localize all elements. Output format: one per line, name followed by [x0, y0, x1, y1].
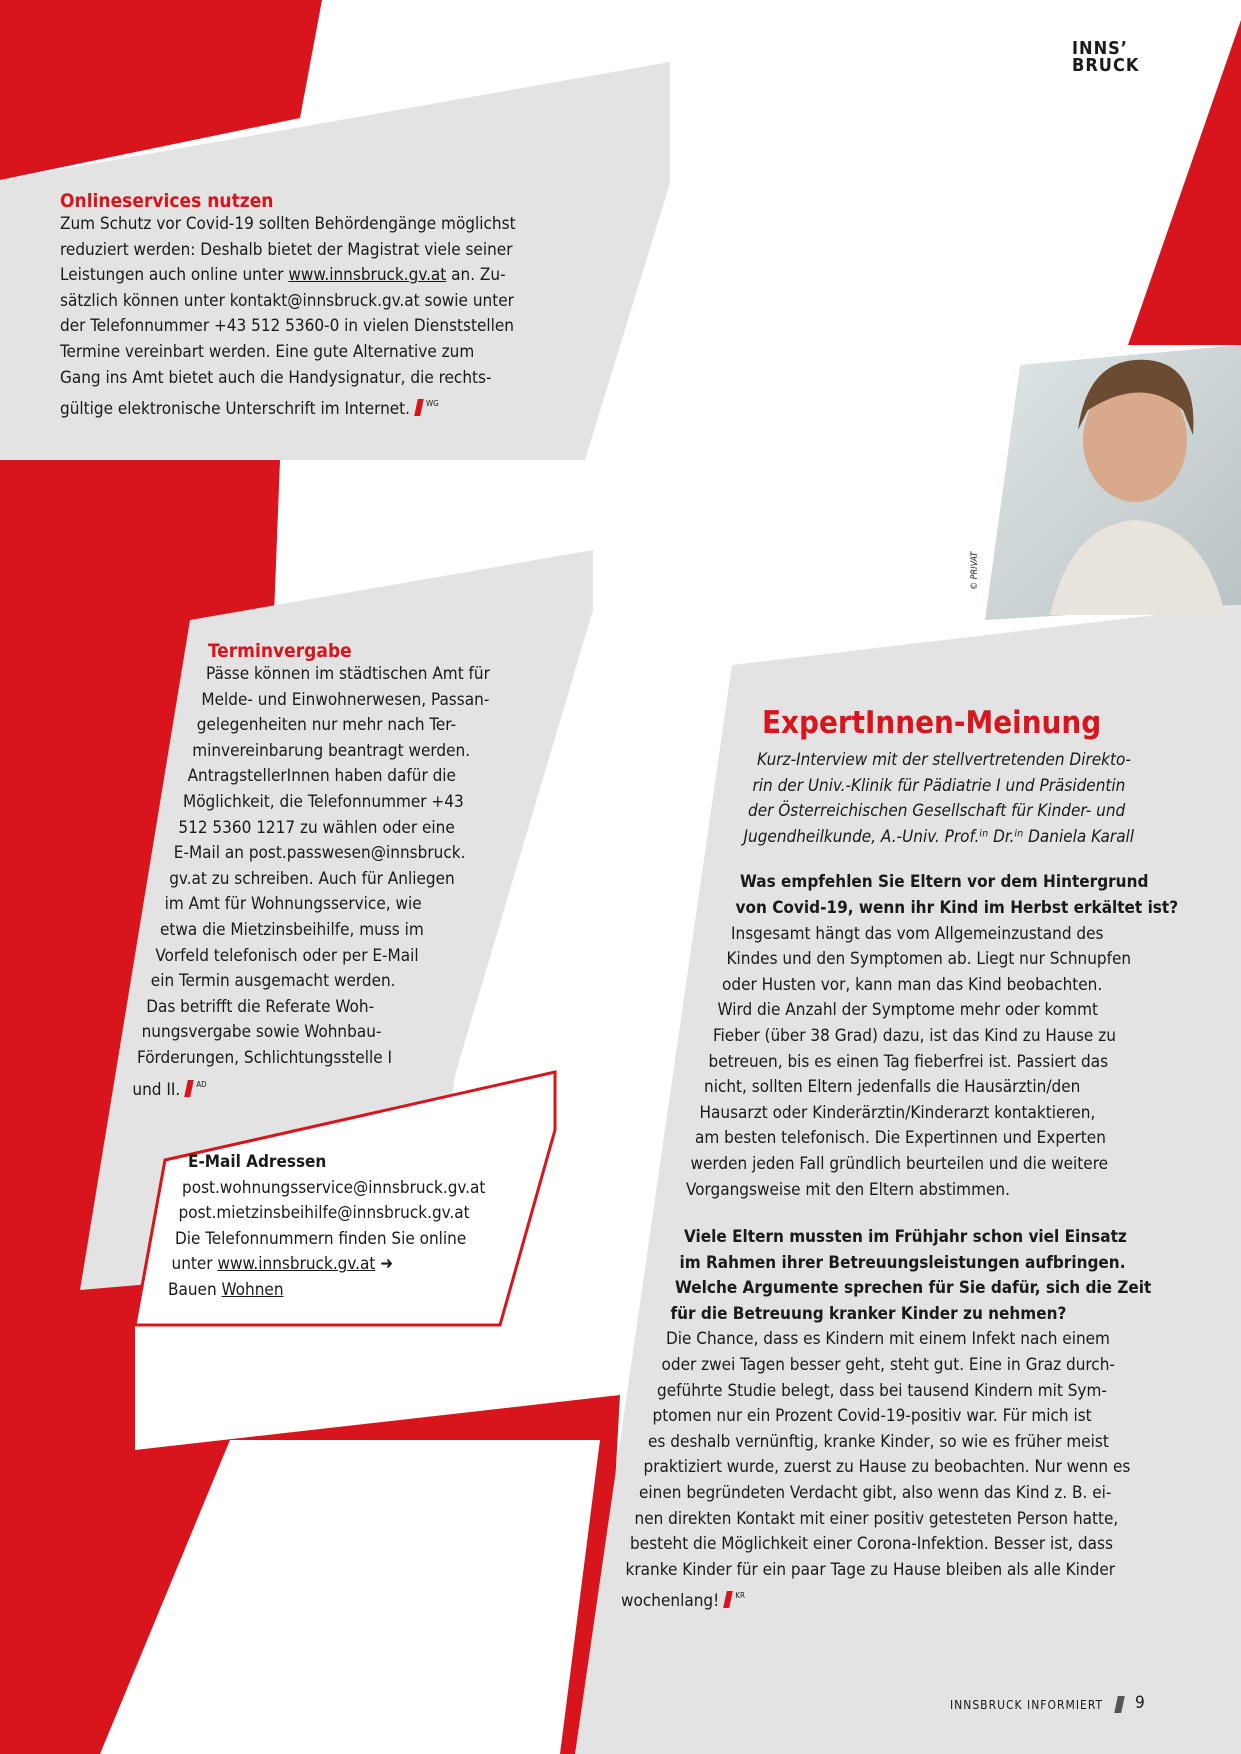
text-line [188, 764, 480, 790]
text-segment: post.wohnungsservice@innsbruck.gv.at [182, 1177, 486, 1198]
text-line [60, 366, 516, 392]
text-line [657, 1379, 1147, 1405]
logo-line-1: INNS’ [1072, 38, 1128, 59]
text-line [709, 1050, 1199, 1076]
text-line [60, 263, 516, 289]
footer-label: INNSBRUCK INFORMIERT [950, 1698, 1104, 1712]
text-segment: Gang ins Amt bietet auch die Handysignatur, die rechts- [60, 367, 492, 388]
text-segment: minvereinbarung beantragt werden. [192, 740, 471, 761]
text-line [142, 1020, 434, 1046]
portrait-photo [985, 345, 1241, 620]
text-line [169, 867, 461, 893]
text-segment: Wird die Anzahl der Symptome mehr oder kommt [717, 1000, 1098, 1021]
text-line [626, 1558, 1116, 1584]
text-line [146, 995, 438, 1021]
text-line [192, 739, 484, 765]
logo-line-2: BRUCK [1072, 55, 1140, 76]
text-line [175, 1227, 478, 1253]
text-segment: Die Chance, dass es Kindern mit einem Infekt nach einem [666, 1329, 1110, 1350]
text-line [757, 748, 1241, 774]
author-initials: WG [426, 399, 439, 409]
text-line [621, 1583, 1111, 1615]
text-segment: und II. [132, 1079, 181, 1100]
text-line [727, 947, 1217, 973]
text-line [731, 922, 1221, 948]
text-segment: Vorgangsweise mit den Eltern abstimmen. [686, 1179, 1010, 1200]
text-segment: etwa die Mietzinsbeihilfe, muss im [160, 919, 424, 940]
text-segment: nicht, sollten Eltern jedenfalls die Hausärztin/den [704, 1077, 1081, 1098]
text-segment: im Amt für Wohnungsservice, wie [164, 894, 422, 915]
text-segment: Kurz-Interview mit der stellvertretenden Direkto- [757, 750, 1131, 770]
text-segment: werden jeden Fall gründlich beurteilen und die weitere [690, 1153, 1109, 1174]
text-line [675, 1276, 1165, 1302]
text-line [722, 973, 1212, 999]
text-line [137, 1046, 429, 1072]
email-heading: E-Mail Adressen [188, 1152, 327, 1172]
text-segment: gv.at zu schreiben. Auch für Anliegen [169, 868, 455, 889]
end-mark-icon [184, 1080, 194, 1097]
online-services-article [60, 190, 516, 423]
text-line [174, 841, 466, 867]
text-segment: Hausarzt oder Kinderärztin/Kinderarzt kontaktieren, [699, 1102, 1096, 1123]
text-line [179, 1201, 482, 1227]
innsbruck-logo [1072, 40, 1139, 74]
text-line [686, 1178, 1176, 1204]
text-segment: reduziert werden: Deshalb bietet der Magistrat viele seiner [60, 239, 513, 260]
end-mark-icon [414, 399, 424, 416]
text-segment: Pässe können im städtischen Amt für [206, 664, 490, 684]
text-segment: Fieber (über 38 Grad) dazu, ist das Kind zu Hause zu [713, 1025, 1116, 1046]
text-segment: rin der Univ.-Klinik für Pädiatrie I und Präsidentin [752, 775, 1126, 796]
text-segment: im Rahmen ihrer Betreuungsleistungen aufbringen. [679, 1252, 1126, 1273]
text-segment: Bauen [168, 1279, 222, 1300]
text-segment: nungsvergabe sowie Wohnbau- [141, 1022, 382, 1043]
text-line [206, 662, 498, 688]
text-segment: Möglichkeit, die Telefonnummer +43 [183, 791, 464, 812]
website-link[interactable]: Wohnen [221, 1279, 284, 1300]
text-line [60, 212, 516, 238]
text-segment: Viele Eltern mussten im Frühjahr schon viel Einsatz [684, 1227, 1127, 1248]
text-segment: wochenlang! [621, 1591, 720, 1612]
text-segment: Das betrifft die Referate Woh- [146, 996, 375, 1017]
text-line [744, 825, 1234, 851]
text-line [662, 1353, 1152, 1379]
text-segment: von Covid-19, wenn ihr Kind im Herbst erkältet ist? [735, 897, 1179, 918]
author-initials: KR [735, 1591, 745, 1601]
text-segment: für die Betreuung kranker Kinder zu nehmen? [670, 1303, 1067, 1324]
text-segment: der Österreichischen Gesellschaft für Kinder- und [748, 801, 1126, 822]
end-mark-icon [723, 1591, 733, 1608]
author-initials: AD [196, 1079, 207, 1089]
text-segment: Vorfeld telefonisch oder per E-Mail [155, 945, 419, 966]
text-line [60, 340, 516, 366]
text-segment: nen direkten Kontakt mit einer positiv getesteten Person hatte, [634, 1508, 1119, 1529]
text-line [60, 314, 516, 340]
text-segment: geführte Studie belegt, dass bei tausend Kindern mit Sym- [657, 1380, 1107, 1401]
red-triangle-right [1128, 20, 1241, 345]
text-segment: Leistungen auch online unter [60, 265, 289, 286]
text-line [691, 1152, 1181, 1178]
terminvergabe-heading: Terminvergabe [208, 640, 352, 662]
text-line [704, 1075, 1194, 1101]
text-segment: Kindes und den Symptomen ab. Liegt nur Schnupfen [726, 949, 1132, 970]
text-line [753, 774, 1241, 800]
text-segment: Welche Argumente sprechen für Sie dafür, sich die Zeit [675, 1278, 1152, 1299]
text-segment: ➜ [375, 1254, 394, 1275]
text-segment: am besten telefonisch. Die Expertinnen und Experten [695, 1128, 1106, 1149]
expert-interview [600, 748, 1179, 1615]
text-line [648, 1430, 1138, 1456]
text-segment: Termine vereinbart werden. Eine gute Alternative zum [60, 341, 475, 362]
text-line [684, 1225, 1174, 1251]
text-line [60, 238, 516, 264]
expert-opinion-title: ExpertInnen-Meinung [762, 705, 1102, 741]
website-link[interactable]: www.innsbruck.gv.at [288, 265, 447, 286]
text-segment: Jugendheilkunde, A.-Univ. Prof.ⁱⁿ Dr.ⁱⁿ Daniela Karall [743, 826, 1135, 847]
text-line [201, 688, 493, 714]
text-segment: unter [171, 1254, 218, 1275]
text-segment: an. Zu- [446, 265, 506, 286]
text-line [165, 892, 457, 918]
text-segment: besteht die Möglichkeit einer Corona-Infektion. Besser ist, dass [630, 1534, 1113, 1555]
text-line [197, 713, 489, 739]
text-line [680, 1251, 1170, 1277]
text-line [718, 998, 1208, 1024]
text-line [151, 969, 443, 995]
text-segment: betreuen, bis es einen Tag fieberfrei ist. Passiert das [708, 1051, 1109, 1072]
photo-credit: © PRIVAT [970, 551, 980, 590]
text-segment: Was empfehlen Sie Eltern vor dem Hintergrund [740, 872, 1149, 893]
text-line [168, 1278, 471, 1304]
text-line [695, 1126, 1185, 1152]
text-segment: sätzlich können unter kontakt@innsbruck.gv.at sowie unter [60, 290, 514, 311]
page-number: 9 [1135, 1693, 1145, 1713]
text-line [183, 790, 475, 816]
text-segment: AntragstellerInnen haben dafür die [187, 766, 456, 787]
text-line [155, 944, 447, 970]
text-segment: gelegenheiten nur mehr nach Ter- [196, 715, 457, 736]
text-segment: ein Termin ausgemacht werden. [150, 971, 396, 992]
text-line [132, 1072, 424, 1104]
text-segment: Zum Schutz vor Covid-19 sollten Behördengänge möglichst [60, 214, 516, 234]
terminvergabe-article [132, 640, 490, 1103]
text-segment: ptomen nur ein Prozent Covid-19-positiv war. Für mich ist [652, 1406, 1092, 1427]
text-line [700, 1101, 1190, 1127]
text-line [630, 1532, 1120, 1558]
text-line [639, 1481, 1129, 1507]
text-segment: oder Husten vor, kann man das Kind beobachten. [722, 974, 1103, 995]
text-line [635, 1507, 1125, 1533]
text-segment: post.mietzinsbeihilfe@innsbruck.gv.at [178, 1203, 470, 1224]
text-segment: E-Mail an post.passwesen@innsbruck. [173, 843, 466, 864]
text-segment: Melde- und Einwohnerwesen, Passan- [201, 689, 490, 710]
text-segment: gültige elektronische Unterschrift im Internet. [60, 399, 411, 420]
text-line [653, 1404, 1143, 1430]
text-line [178, 816, 470, 842]
text-segment: Förderungen, Schlichtungsstelle I [137, 1047, 392, 1068]
text-segment: kranke Kinder für ein paar Tage zu Hause bleiben als alle Kinder [625, 1559, 1116, 1580]
text-line [182, 1176, 485, 1202]
text-line [60, 391, 516, 423]
text-line [671, 1302, 1161, 1328]
email-addresses-box [168, 1150, 486, 1304]
text-line [666, 1327, 1156, 1353]
text-segment: der Telefonnummer +43 512 5360-0 in vielen Dienststellen [60, 316, 514, 337]
text-line [644, 1455, 1134, 1481]
text-line [748, 799, 1238, 825]
text-line [713, 1024, 1203, 1050]
text-line [160, 918, 452, 944]
text-line [736, 896, 1226, 922]
text-segment: Insgesamt hängt das vom Allgemeinzustand des [731, 923, 1104, 944]
online-services-heading: Onlineservices nutzen [60, 190, 274, 212]
website-link[interactable]: www.innsbruck.gv.at [217, 1254, 376, 1275]
text-segment: Die Telefonnummern finden Sie online [175, 1228, 467, 1249]
text-segment: es deshalb vernünftig, kranke Kinder, so wie es früher meist [648, 1431, 1109, 1452]
text-line [740, 870, 1230, 896]
text-segment: 512 5360 1217 zu wählen oder eine [178, 817, 455, 838]
text-line [172, 1252, 475, 1278]
text-line [60, 289, 516, 315]
text-segment: einen begründeten Verdacht gibt, also wenn das Kind z. B. ei- [639, 1483, 1112, 1504]
text-segment: praktiziert wurde, zuerst zu Hause zu beobachten. Nur wenn es [643, 1457, 1131, 1478]
text-segment: oder zwei Tagen besser geht, steht gut. Eine in Graz durch- [661, 1355, 1115, 1376]
